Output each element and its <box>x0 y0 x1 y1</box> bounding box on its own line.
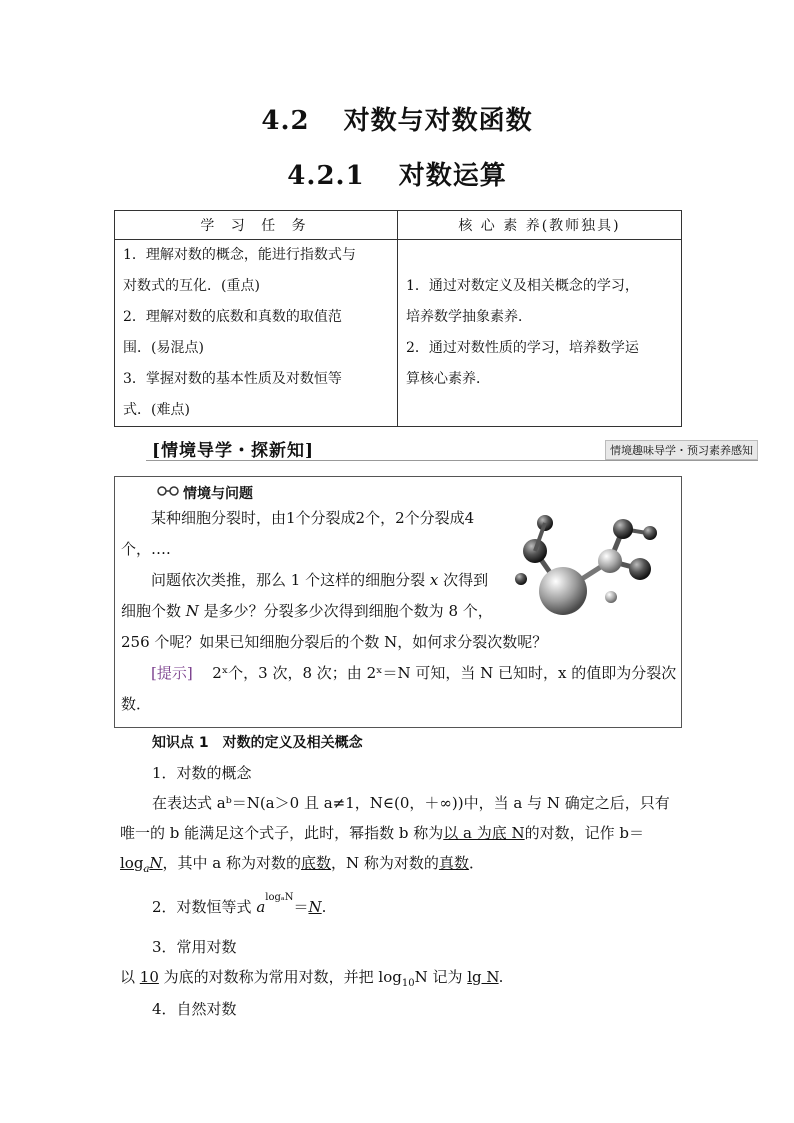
variable-n: N <box>185 602 199 620</box>
task-line: 1．理解对数的概念，能进行指数式与 <box>123 247 356 263</box>
molecule-illustration <box>515 511 665 621</box>
task-line: 式．(难点) <box>123 402 190 418</box>
learning-goals-table <box>114 210 682 427</box>
text-span: log <box>120 854 144 872</box>
text-span: N <box>149 854 163 872</box>
definition-line-3 <box>120 852 484 875</box>
literacy-line: 算核心素养． <box>406 371 490 387</box>
task-line: 3．掌握对数的基本性质及对数恒等 <box>123 371 342 387</box>
hint-line-2 <box>121 689 151 720</box>
subsection-concept-title: 1．对数的概念 <box>152 764 252 782</box>
subscript: a <box>143 864 150 875</box>
tasks-cell <box>115 240 398 427</box>
table-header-tasks: 学 习 任 务 <box>115 211 398 240</box>
hint-text: 数． <box>121 695 152 713</box>
task-line: 对数式的互化．(重点) <box>123 278 260 294</box>
blank-answer: 真数 <box>438 854 469 872</box>
text-span: . <box>321 898 327 916</box>
blank-answer: 底数 <box>301 854 332 872</box>
hint-label: [提示] <box>151 664 193 682</box>
text-span: 细胞个数 <box>121 602 186 620</box>
text-span: 问题依次类推，那么 1 个这样的细胞分裂 <box>151 571 430 589</box>
identity-line <box>152 892 327 917</box>
scenario-paragraph-1-cont <box>121 534 171 565</box>
table-header-literacy: 核 心 素 养(教师独具) <box>398 211 682 240</box>
literacy-line: 培养数学抽象素养． <box>406 309 532 325</box>
hint-line <box>151 658 676 689</box>
text-span: 以 <box>120 968 140 986</box>
hint-text: 2ˣ个，3 次，8 次；由 2ˣ＝N 可知，当 N 已知时，x 的值即为分裂次 <box>212 664 677 682</box>
scenario-paragraph-1 <box>151 503 474 534</box>
definition-line-1: 在表达式 aᵇ＝N(a＞0 且 a≠1，N∈(0，＋∞))中，当 a 与 N 确定之后，只有 <box>152 794 670 812</box>
section-tag: 情境趣味导学・预习素养感知 <box>605 440 758 460</box>
literacy-line: 2．通过对数性质的学习，培养数学运 <box>406 340 639 356</box>
variable-x: x <box>429 571 439 589</box>
text-span: 是多少？分裂多少次得到细胞个数为 8 个， <box>198 602 493 620</box>
subsection-common-log-title: 3．常用对数 <box>152 938 237 956</box>
subsection-natural-log-title: 4．自然对数 <box>152 1000 237 1018</box>
text-span: ，N 称为对数的 <box>331 854 439 872</box>
blank-answer: 10 <box>139 968 159 986</box>
text-span: 的对数，记作 b＝ <box>524 824 645 842</box>
subscript: 10 <box>401 978 415 989</box>
section-bar <box>146 436 758 461</box>
glasses-icon <box>157 485 179 501</box>
blank-answer: lg N <box>467 968 499 986</box>
text-span: ，其中 a 称为对数的 <box>162 854 302 872</box>
exponent: logₐN <box>265 892 294 903</box>
literacy-line: 1．通过对数定义及相关概念的学习， <box>406 278 639 294</box>
task-line: 围．(易混点) <box>123 340 204 356</box>
task-line: 2．理解对数的底数和真数的取值范 <box>123 309 342 325</box>
page-title <box>0 100 794 137</box>
subtitle-number: 4.2.1 <box>287 161 365 191</box>
section-title: [情境导学・探新知] <box>152 441 315 461</box>
scenario-paragraph-2 <box>151 565 488 596</box>
scenario-paragraph-2-line2 <box>121 596 493 627</box>
scenario-box <box>114 476 682 728</box>
definition-line-2 <box>120 822 644 843</box>
text-span: N 记为 <box>414 968 468 986</box>
text-span: a <box>256 898 266 916</box>
scenario-heading-label: 情境与问题 <box>183 486 253 502</box>
blank-answer: 以 a 为底 N <box>443 824 525 842</box>
scenario-paragraph-2-line3 <box>121 627 547 658</box>
literacy-cell <box>398 240 682 427</box>
blank-answer-log <box>120 854 163 875</box>
scenario-heading <box>157 483 253 503</box>
title-number: 4.2 <box>261 106 310 136</box>
text-span: 256 个呢？如果已知细胞分裂后的个数 N，如何求分裂次数呢？ <box>121 633 548 651</box>
text-span: ＝ <box>293 898 309 916</box>
text-span: 2．对数恒等式 <box>152 898 257 916</box>
blank-answer: N <box>308 898 322 916</box>
text-line: 个，…. <box>121 540 171 558</box>
text-span: 次得到 <box>438 571 489 589</box>
text-line: 某种细胞分裂时，由1个分裂成2个，2个分裂成4 <box>151 509 475 527</box>
title-text: 对数与对数函数 <box>343 106 533 136</box>
text-span: 为底的对数称为常用对数，并把 log <box>158 968 402 986</box>
common-log-line <box>120 966 503 989</box>
text-span: . <box>498 968 504 986</box>
knowledge-point-heading: 知识点 1 对数的定义及相关概念 <box>152 735 363 751</box>
text-span: 唯一的 b 能满足这个式子，此时，幂指数 b 称为 <box>120 824 444 842</box>
text-span: ． <box>468 854 484 872</box>
subtitle-text: 对数运算 <box>398 161 507 191</box>
page-subtitle <box>0 155 794 192</box>
